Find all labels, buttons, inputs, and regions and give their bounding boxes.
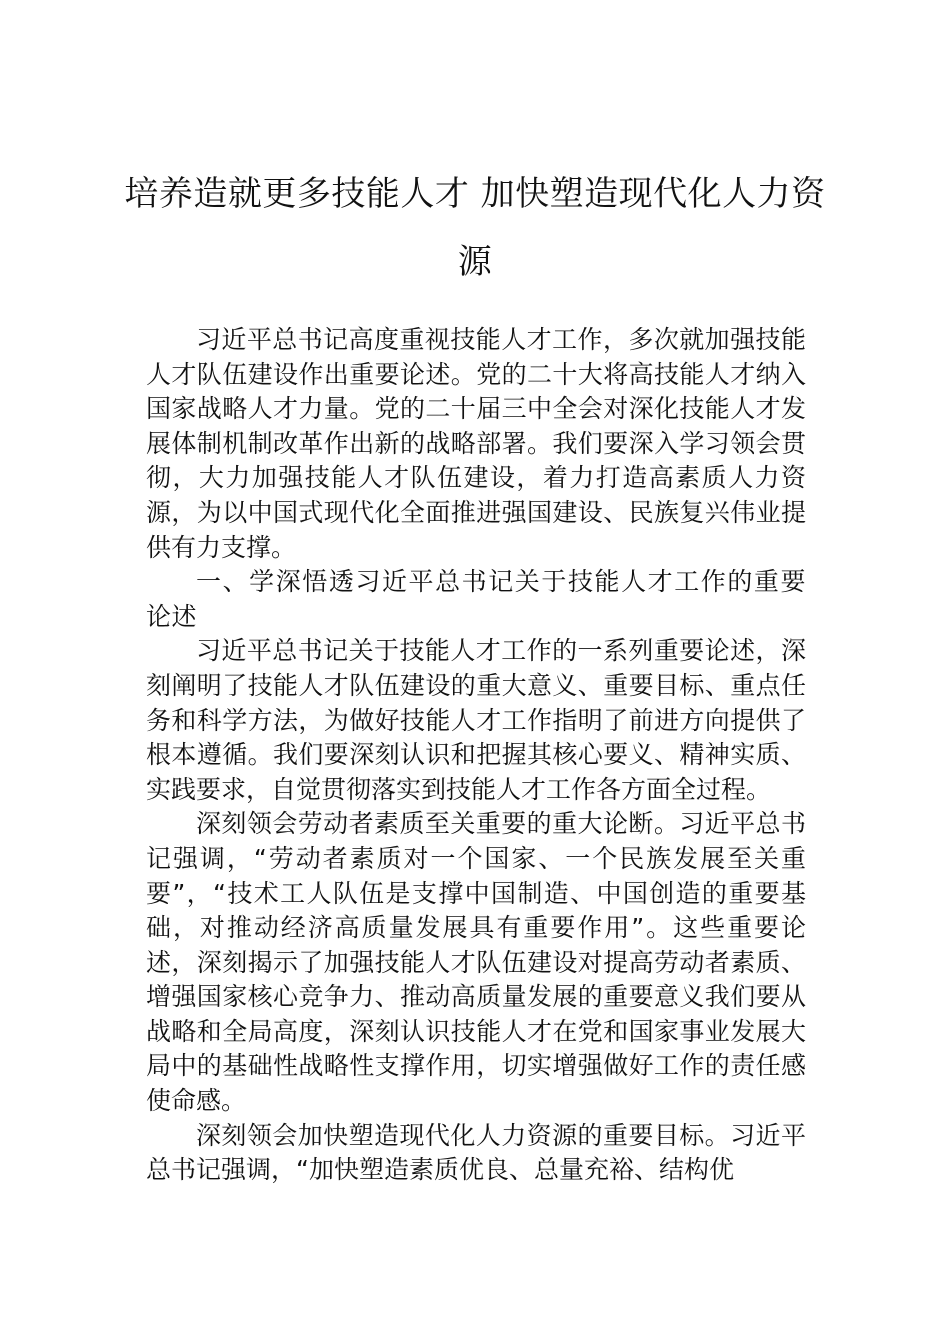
intro-paragraph: 习近平总书记高度重视技能人才工作，多次就加强技能人才队伍建设作出重要论述。党的二十大将高技能人才纳入国家战略人才力量。党的二十届三中全会对深化技能人才发展体制机制改革作出新的战略部署。我们要深入学习领会贯彻，大力加强技能人才队伍建设，着力打造高素质人力资源，为以中国式现代化全面推进强国建设、民族复兴伟业提供有力支撑。 [146,325,806,562]
body-paragraph: 习近平总书记关于技能人才工作的一系列重要论述，深刻阐明了技能人才队伍建设的重大意义、重要目标、重点任务和科学方法，为做好技能人才工作指明了前进方向提供了根本遵循。我们要深刻认识和把握其核心要义、精神实质、实践要求，自觉贯彻落实到技能人才工作各方面全过程。 [146,636,806,804]
section-heading-1: 一、学深悟透习近平总书记关于技能人才工作的重要论述 [146,567,806,631]
body-paragraph: 深刻领会劳动者素质至关重要的重大论断。习近平总书记强调，“劳动者素质对一个国家、一个民族发展至关重要”，“技术工人队伍是支撑中国制造、中国创造的重要基础，对推动经济高质量发展具有重要作用”。这些重要论述，深刻揭示了加强技能人才队伍建设对提高劳动者素质、增强国家核心竞争力、推动高质量发展的重要意义我们要从战略和全局高度，深刻认识技能人才在党和国家事业发展大局中的基础性战略性支撑作用，切实增强做好工作的责任感使命感。 [146,809,806,1116]
document-title: 培养造就更多技能人才 加快塑造现代化人力资源 [124,174,826,282]
body-paragraph: 深刻领会加快塑造现代化人力资源的重要目标。习近平总书记强调，“加快塑造素质优良、总量充裕、结构优 [146,1120,806,1185]
document-body [146,323,806,1188]
